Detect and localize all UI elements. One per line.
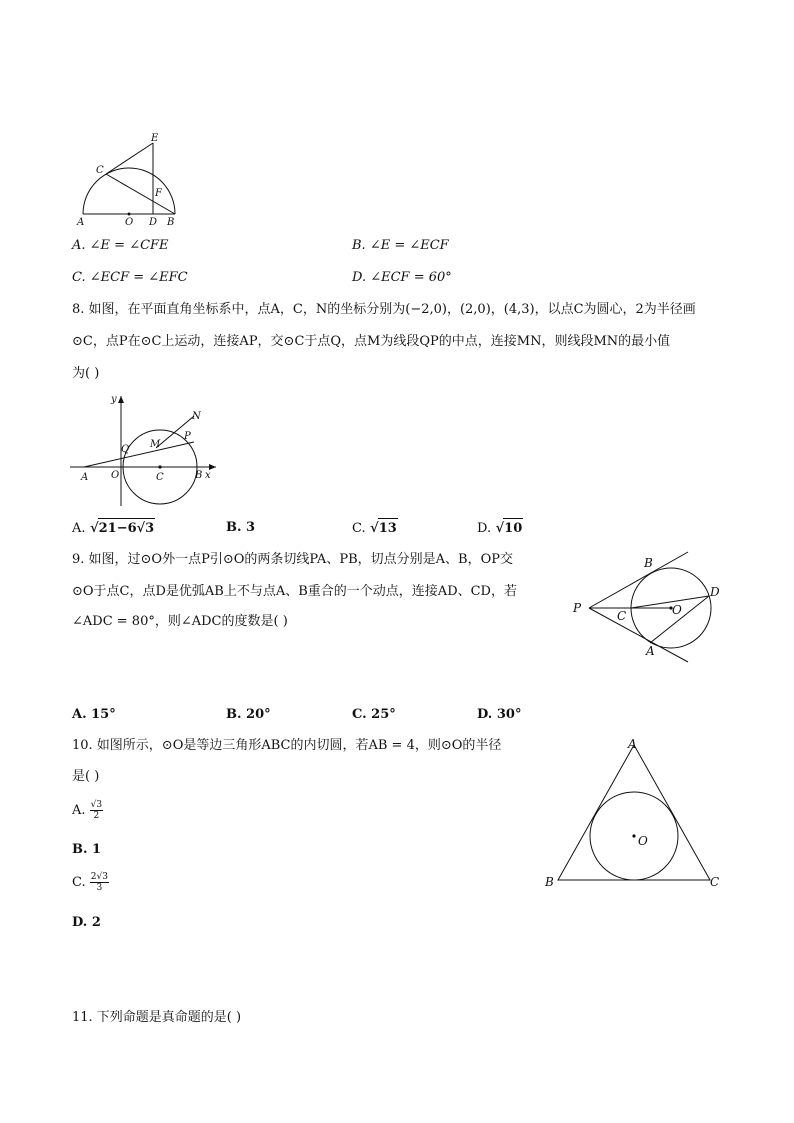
q10-option-c-prefix: C. [72,875,86,890]
q10-option-a-prefix: A. [72,803,86,818]
q8-option-b[interactable]: B. 3 [226,520,256,535]
q8-label-p: P [184,431,191,442]
q9-label-o: O [672,603,682,617]
q8-label-x: x [205,470,211,481]
q10-option-a-numerator: √3 [90,800,103,810]
q10-stem-line1: 10. 如图所示，⊙O是等边三角形ABC的内切圆，若AB = 4，则⊙O的半径 [72,738,502,753]
q9-label-a: A [646,644,655,658]
q10-figure [540,735,730,895]
q8-option-d-radical: √10 [496,521,524,536]
q9-stem-line1: 9. 如图，过⊙O外一点P引⊙O的两条切线PA、PB，切点分别是A、B，OP交 [72,552,513,567]
q10-triangle-abc [558,745,710,880]
q10-label-c: C [710,875,720,889]
q8-label-b: B [195,470,203,481]
q7-center-dot [128,213,131,216]
q7-label-d: D [149,217,158,228]
q9-label-d: D [710,585,720,599]
q8-option-d-prefix: D. [477,521,492,536]
q7-figure [75,132,185,228]
q8-option-a-value: 21−6√3 [98,518,156,539]
q10-option-d[interactable]: D. 2 [72,915,101,930]
q9-line-cd [631,596,709,608]
q10-option-a[interactable] [72,800,103,821]
q8-label-a: A [81,472,89,483]
q9-option-c[interactable]: C. 25° [352,707,396,722]
q10-option-c-fraction [90,872,109,893]
q10-option-c-denominator: 3 [96,883,103,893]
q9-stem-line3: ∠ADC = 80°，则∠ADC的度数是( ) [72,614,288,629]
q9-figure [570,548,730,664]
q8-option-a-prefix: A. [72,521,86,536]
q8-stem-line3: 为( ) [72,366,100,381]
q9-label-c: C [617,609,627,623]
q10-stem-line2: 是( ) [72,769,100,784]
q7-label-b: B [167,217,175,228]
q8-option-a[interactable] [72,518,155,539]
q7-option-a[interactable]: A. ∠E = ∠CFE [72,238,169,253]
q9-tangent-pb [589,552,688,608]
q9-option-a[interactable]: A. 15° [72,707,116,722]
q8-option-c[interactable] [352,518,398,539]
q8-label-y: y [111,394,117,405]
q7-label-c: C [96,165,104,176]
q8-line-ap [84,442,194,467]
q10-option-a-denominator: 2 [93,811,100,821]
q8-option-c-prefix: C. [352,521,366,536]
q7-line-cb [106,174,175,214]
q8-stem-line1: 8. 如图，在平面直角坐标系中，点A，C，N的坐标分别为(−2,0)，(2,0)，(4,3)，以点C为圆心，2为半径画 [72,302,696,317]
q10-option-c[interactable] [72,872,109,893]
q8-option-c-radical: √13 [370,521,398,536]
q8-label-n: N [192,411,201,422]
q7-label-e: E [151,133,159,144]
q8-stem-line2: ⊙C，点P在⊙C上运动，连接AP，交⊙C于点Q，点M为线段QP的中点，连接MN，则线段MN的最小值 [72,334,671,349]
q8-option-d[interactable] [477,518,523,539]
q9-stem-line2: ⊙O于点C，点D是优弧AB上不与点A、B重合的一个动点，连接AD、CD，若 [72,584,517,599]
q10-label-o: O [638,834,648,848]
q8-center-dot [158,465,161,468]
q10-center-dot [632,834,635,837]
q8-option-a-radical: √21−6√3 [90,521,155,536]
q8-label-o: O [111,470,120,481]
q8-figure [70,392,220,510]
q8-y-arrow [118,396,124,403]
q8-option-c-value: 13 [378,518,398,539]
q10-label-b: B [545,875,554,889]
q7-line-ce [106,143,153,174]
q9-option-d[interactable]: D. 30° [477,707,522,722]
q9-label-p: P [573,601,582,615]
q11-stem-line1: 11. 下列命题是真命题的是( ) [72,1010,242,1025]
q7-option-b[interactable]: B. ∠E = ∠ECF [352,238,449,253]
q8-option-d-value: 10 [503,518,523,539]
q8-label-q: Q [121,444,130,455]
q7-label-o: O [125,217,134,228]
q7-label-a: A [77,217,85,228]
q8-label-c: C [156,472,164,483]
q9-option-b[interactable]: B. 20° [226,707,271,722]
q7-option-c[interactable]: C. ∠ECF = ∠EFC [72,270,188,285]
q7-option-d[interactable]: D. ∠ECF = 60° [352,270,452,285]
q9-label-b: B [644,556,653,570]
q10-option-c-numerator: 2√3 [90,872,108,882]
q10-option-b[interactable]: B. 1 [72,842,102,857]
q7-label-f: F [155,188,162,199]
q8-label-m: M [150,439,161,450]
q10-option-a-fraction [90,800,103,821]
q10-label-a: A [628,737,637,751]
